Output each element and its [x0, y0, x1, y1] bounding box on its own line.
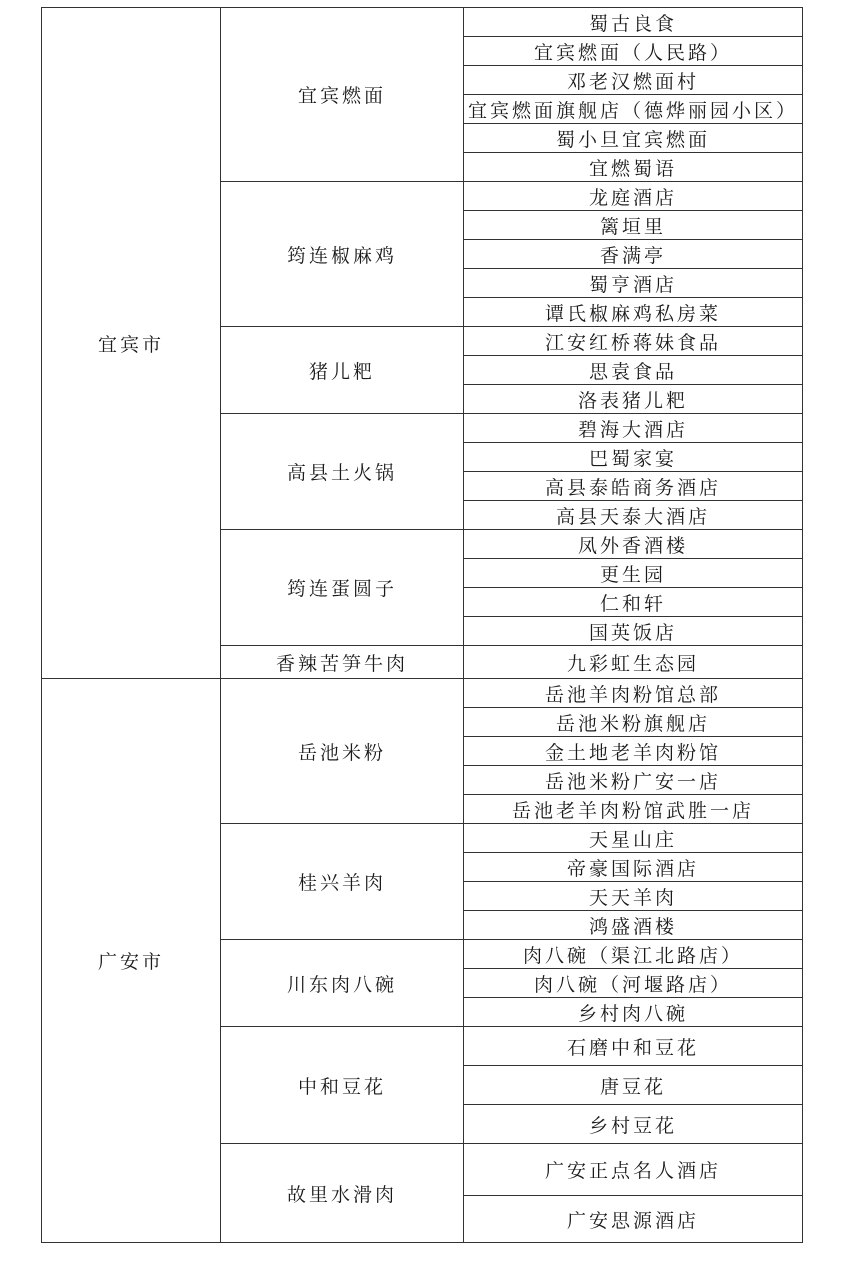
dish-cell: 岳池米粉 — [221, 679, 464, 824]
shop-cell: 谭氏椒麻鸡私房菜 — [464, 298, 803, 327]
shop-cell: 邓老汉燃面村 — [464, 66, 803, 95]
shop-cell: 香满亭 — [464, 240, 803, 269]
dish-cell: 筠连椒麻鸡 — [221, 182, 464, 327]
dish-cell: 桂兴羊肉 — [221, 824, 464, 940]
shop-cell: 思袁食品 — [464, 356, 803, 385]
shop-cell: 帝豪国际酒店 — [464, 853, 803, 882]
shop-cell: 更生园 — [464, 559, 803, 588]
shop-cell: 国英饭店 — [464, 617, 803, 646]
shop-cell: 碧海大酒店 — [464, 414, 803, 443]
dish-cell: 香辣苦笋牛肉 — [221, 646, 464, 679]
shop-cell: 乡村豆花 — [464, 1105, 803, 1144]
shop-cell: 篱垣里 — [464, 211, 803, 240]
table-row — [42, 8, 803, 37]
shop-cell: 肉八碗（河堰路店） — [464, 969, 803, 998]
dish-cell: 猪儿粑 — [221, 327, 464, 414]
shop-cell: 仁和轩 — [464, 588, 803, 617]
shop-cell: 石磨中和豆花 — [464, 1027, 803, 1066]
dish-cell: 宜宾燃面 — [221, 8, 464, 182]
shop-cell: 江安红桥蒋妹食品 — [464, 327, 803, 356]
shop-cell: 肉八碗（渠江北路店） — [464, 940, 803, 969]
shop-cell: 凤外香酒楼 — [464, 530, 803, 559]
shop-cell: 广安思源酒店 — [464, 1196, 803, 1243]
shop-cell: 巴蜀家宴 — [464, 443, 803, 472]
shop-cell: 宜宾燃面旗舰店（德烨丽园小区） — [464, 95, 803, 124]
shop-cell: 鸿盛酒楼 — [464, 911, 803, 940]
food-directory-table-wrapper — [41, 7, 802, 1257]
table-body — [42, 8, 803, 1243]
dish-cell: 川东肉八碗 — [221, 940, 464, 1027]
shop-cell: 蜀亨酒店 — [464, 269, 803, 298]
shop-cell: 岳池羊肉粉馆总部 — [464, 679, 803, 708]
shop-cell: 九彩虹生态园 — [464, 646, 803, 679]
shop-cell: 高县泰皓商务酒店 — [464, 472, 803, 501]
dish-cell: 高县土火锅 — [221, 414, 464, 530]
city-cell: 宜宾市 — [42, 8, 221, 679]
shop-cell: 岳池老羊肉粉馆武胜一店 — [464, 795, 803, 824]
table-row — [42, 679, 803, 708]
shop-cell: 宜宾燃面（人民路） — [464, 37, 803, 66]
shop-cell: 唐豆花 — [464, 1066, 803, 1105]
dish-cell: 筠连蛋圆子 — [221, 530, 464, 646]
shop-cell: 乡村肉八碗 — [464, 998, 803, 1027]
food-directory-table — [41, 7, 803, 1243]
shop-cell: 天星山庄 — [464, 824, 803, 853]
shop-cell: 洛表猪儿粑 — [464, 385, 803, 414]
shop-cell: 广安正点名人酒店 — [464, 1144, 803, 1196]
shop-cell: 蜀小旦宜宾燃面 — [464, 124, 803, 153]
shop-cell: 龙庭酒店 — [464, 182, 803, 211]
shop-cell: 天天羊肉 — [464, 882, 803, 911]
shop-cell: 高县天泰大酒店 — [464, 501, 803, 530]
shop-cell: 岳池米粉旗舰店 — [464, 708, 803, 737]
shop-cell: 宜燃蜀语 — [464, 153, 803, 182]
shop-cell: 蜀古良食 — [464, 8, 803, 37]
shop-cell: 岳池米粉广安一店 — [464, 766, 803, 795]
dish-cell: 中和豆花 — [221, 1027, 464, 1144]
shop-cell: 金土地老羊肉粉馆 — [464, 737, 803, 766]
city-cell: 广安市 — [42, 679, 221, 1243]
dish-cell: 故里水滑肉 — [221, 1144, 464, 1243]
